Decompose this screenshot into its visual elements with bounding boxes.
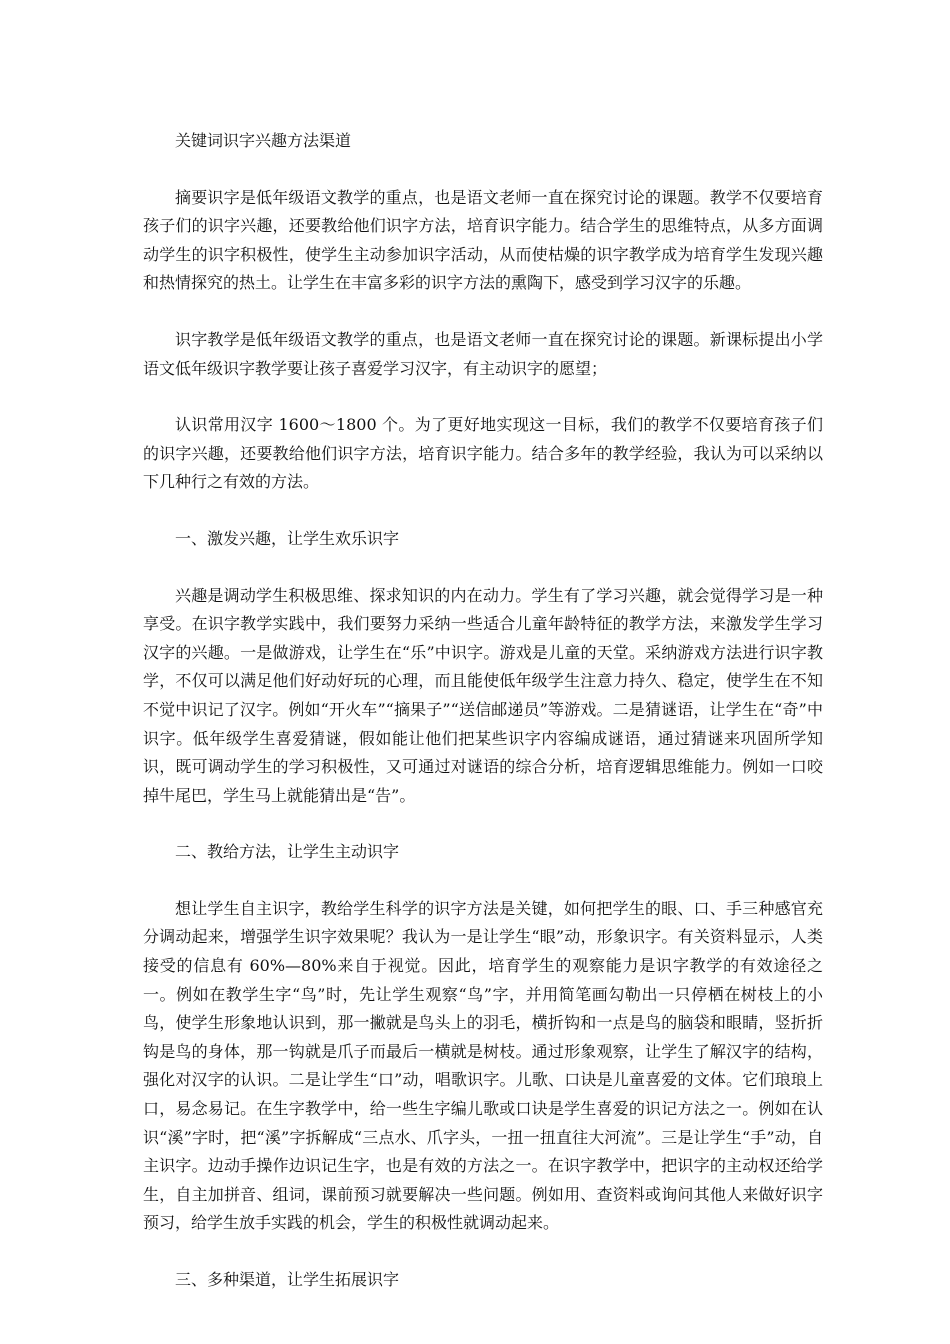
section-2-heading: 二、教给方法，让学生主动识字 xyxy=(175,842,400,862)
section-1-heading: 一、激发兴趣，让学生欢乐识字 xyxy=(175,528,400,548)
intro-paragraph-2: 认识常用汉字 1600～1800 个。为了更好地实现这一目标，我们的教学不仅要培育孩子们的识字兴趣，还要教给他们识字方法，培育识字能力。结合多年的教学经验，我认为可以采纳以下几种行之有效的方法。 xyxy=(143,415,823,492)
document-body xyxy=(143,127,823,1323)
intro-paragraph-1: 识字教学是低年级语文教学的重点，也是语文老师一直在探究讨论的课题。新课标提出小学语文低年级识字教学要让孩子喜爱学习汉字，有主动识字的愿望； xyxy=(143,329,823,378)
section-2-paragraph: 想让学生自主识字，教给学生科学的识字方法是关键，如何把学生的眼、口、手三种感官充分调动起来，增强学生识字效果呢？我认为一是让学生“眼”动，形象识字。有关资料显示，人类接受的信息有 60%—80%来自于视觉。因此，培育学生的观察能力是识字教学的有效途径之一。例如在教学生字“鸟”时，先让学生观察“鸟”字，并用简笔画勾勒出一只停栖在树枝上的小鸟，使学生形象地认识到，那一撇就是鸟头上的羽毛，横折钩和一点是鸟的脑袋和眼睛，竖折折钩是鸟的身体，那一钩就是爪子而最后一横就是树枝。通过形象观察，让学生了解汉字的结构，强化对汉字的认识。二是让学生“口”动，唱歌识字。儿歌、口诀是儿童喜爱的文体。它们琅琅上口，易念易记。在生字教学中，给一些生字编儿歌或口诀是学生喜爱的识记方法之一。例如在认识“溪”字时，把“溪”字拆解成“三点水、爪字头，一扭一扭直往大河流”。三是让学生“手”动，自主识字。边动手操作边识记生字，也是有效的方法之一。在识字教学中，把识字的主动权还给学生，自主加拼音、组词，课前预习就要解决一些问题。例如用、查资料或询问其他人来做好识字预习，给学生放手实践的机会，学生的积极性就调动起来。 xyxy=(143,898,823,1233)
abstract-paragraph: 摘要识字是低年级语文教学的重点，也是语文老师一直在探究讨论的课题。教学不仅要培育孩子们的识字兴趣，还要教给他们识字方法，培育识字能力。结合学生的思维特点，从多方面调动学生的识字积极性，使学生主动参加识字活动，从而使枯燥的识字教学成为培育学生发现兴趣和热情探究的热土。让学生在丰富多彩的识字方法的熏陶下，感受到学习汉字的乐趣。 xyxy=(143,187,823,293)
keywords-line: 关键词识字兴趣方法渠道 xyxy=(175,131,352,150)
section-1-paragraph: 兴趣是调动学生积极思维、探求知识的内在动力。学生有了学习兴趣，就会觉得学习是一种享受。在识字教学实践中，我们要努力采纳一些适合儿童年龄特征的教学方法，来激发学生学习汉字的兴趣。一是做游戏，让学生在“乐”中识字。游戏是儿童的天堂。采纳游戏方法进行识字教学，不仅可以满足他们好动好玩的心理，而且能使低年级学生注意力持久、稳定，使学生在不知不觉中识记了汉字。例如“开火车”“摘果子”“送信邮递员”等游戏。二是猜谜语，让学生在“奇”中识字。低年级学生喜爱猜谜，假如能让他们把某些识字内容编成谜语，通过猜谜来巩固所学知识，既可调动学生的学习积极性，又可通过对谜语的综合分析，培育逻辑思维能力。例如一口咬掉牛尾巴，学生马上就能猜出是“告”。 xyxy=(143,585,823,805)
section-3-heading: 三、多种渠道，让学生拓展识字 xyxy=(175,1270,400,1289)
